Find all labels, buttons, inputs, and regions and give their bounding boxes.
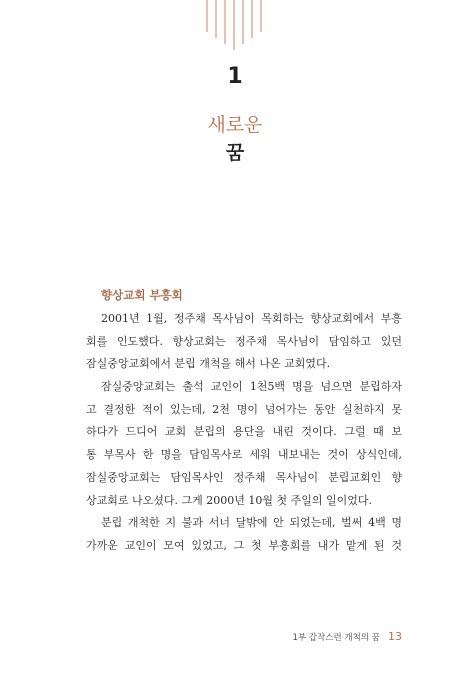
running-title: 1부 갑작스런 개척의 꿈 xyxy=(292,633,380,643)
paragraph-1 xyxy=(86,308,402,376)
text-line: 통 부목사 한 명을 담임목사로 세워 내보내는 것이 상식인데, xyxy=(86,448,402,462)
text-line: 분립 개척한 지 불과 서너 달밖에 안 되었는데, 벌써 4백 명 xyxy=(101,516,402,530)
text-line: 잠실중앙교회에서 분립 개척을 해서 나온 교회였다. xyxy=(86,357,331,371)
page-number: 13 xyxy=(388,630,402,643)
text-line: 가까운 교인이 모여 있었고, 그 첫 부흥회를 내가 맡게 된 것 xyxy=(86,538,402,552)
chapter-title-line2: 꿈 xyxy=(225,142,245,164)
chapter-title-line1: 새로운 xyxy=(207,114,263,136)
decorative-lines xyxy=(0,0,470,52)
text-line: 상교회로 나오셨다. 그게 2000년 10월 첫 주일의 일이었다. xyxy=(86,493,372,507)
section-heading: 향상교회 부흥회 xyxy=(101,288,183,302)
chapter-number: 1 xyxy=(227,64,243,89)
text-line: 잠실중앙교회는 출석 교인이 1천5백 명을 넘으면 분립하자 xyxy=(101,380,402,394)
text-line: 회를 인도했다. 향상교회는 정주채 목사님이 담임하고 있던 xyxy=(86,334,402,348)
body-text xyxy=(86,308,402,558)
page-footer xyxy=(292,625,402,644)
text-line: 하다가 드디어 교회 분립의 용단을 내린 것이다. 그럴 때 보 xyxy=(86,425,402,439)
text-line: 잠실중앙교회는 담임목사인 정주채 목사님이 분립교회인 향 xyxy=(86,470,402,484)
text-line: 2001년 1월, 정주채 목사님이 목회하는 향상교회에서 부흥 xyxy=(101,312,402,325)
text-line: 고 결정한 적이 있는데, 2천 명이 넘어가는 동안 실천하지 못 xyxy=(86,402,402,416)
paragraph-3 xyxy=(86,512,402,557)
paragraph-2 xyxy=(86,376,402,512)
